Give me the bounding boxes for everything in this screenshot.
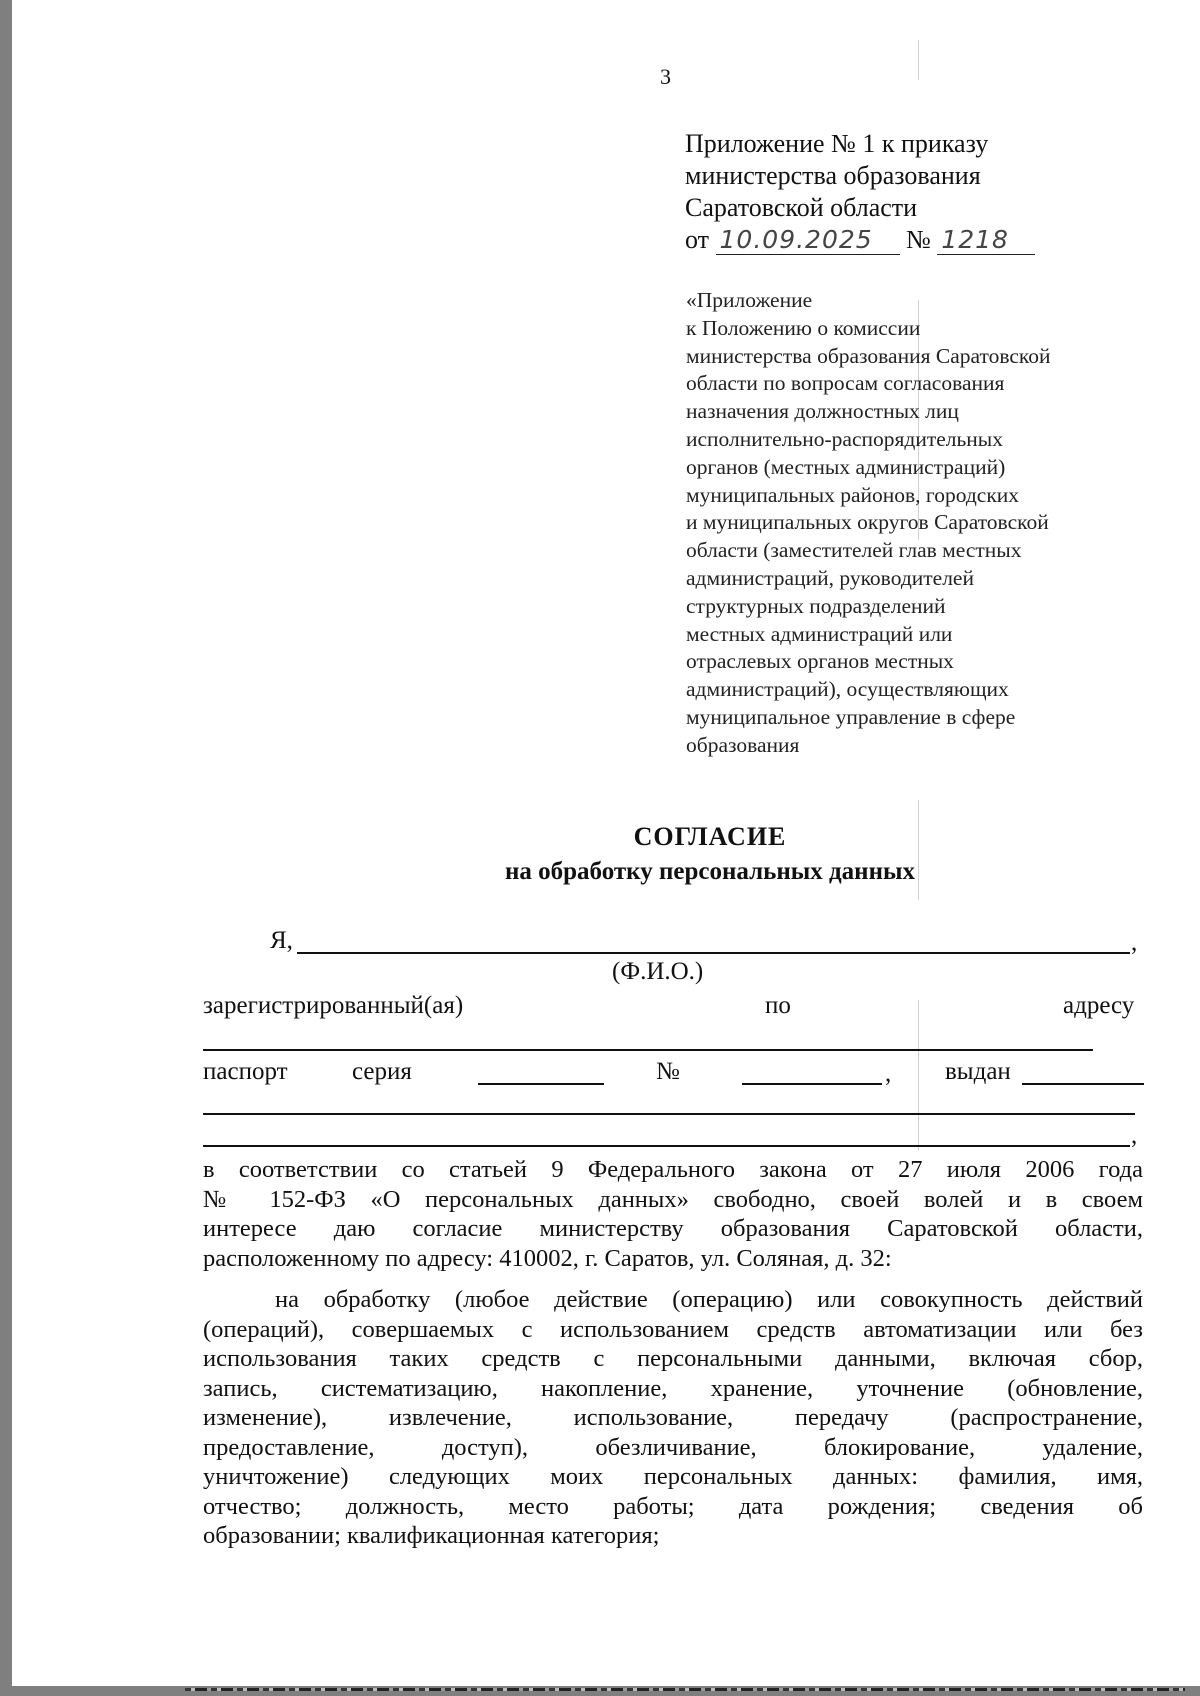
para2-line: образовании; квалификационная категория; xyxy=(203,1522,660,1549)
appendix2-line: администраций, руководителей xyxy=(686,565,974,590)
po-label: по xyxy=(765,992,791,1019)
appendix2-line: области (заместителей глав местных xyxy=(686,538,1022,563)
consent-paragraph-2 xyxy=(203,1285,1143,1551)
para1-line: № 152-ФЗ «О персональных данных» свободно, своей волей и в своем xyxy=(203,1185,1143,1213)
appendix2-line: администраций), осуществляющих xyxy=(686,677,1009,702)
appendix2-line: области по вопросам согласования xyxy=(686,371,1005,396)
series-label: серия xyxy=(352,1058,412,1085)
appendix2-line: образования xyxy=(686,732,800,757)
para1-line: в соответствии со статьей 9 Федерального закона от 27 июля 2006 года xyxy=(203,1156,1143,1183)
comma: , xyxy=(1131,929,1138,956)
comma: , xyxy=(885,1060,892,1087)
i-label: Я, xyxy=(270,927,293,954)
issued-field-line-2[interactable] xyxy=(203,1113,1135,1115)
para2-line: предоставление, доступ), обезличивание, блокирование, удаление, xyxy=(203,1433,1143,1461)
para1-line: расположенному по адресу: 410002, г. Саратов, ул. Соляная, д. 32: xyxy=(203,1244,892,1272)
document-subtitle: на обработку персональных данных xyxy=(505,858,915,885)
scan-artifact-line xyxy=(918,40,919,80)
para2-line: использования таких средств с персональными данными, включая сбор, xyxy=(203,1345,1143,1372)
appendix2-line: исполнительно-распорядительных xyxy=(686,426,1003,451)
appendix-line-1: Приложение № 1 к приказу xyxy=(685,129,989,158)
appendix2-line: структурных подразделений xyxy=(686,593,946,618)
para2-line: (операций), совершаемых с использованием средств автоматизации или без xyxy=(203,1315,1143,1343)
address-field-line[interactable] xyxy=(203,1049,1093,1051)
issued-field-line[interactable] xyxy=(1022,1083,1144,1085)
appendix-header xyxy=(685,128,1035,256)
para2-line: запись, систематизацию, накопление, хранение, уточнение (обновление, xyxy=(203,1374,1143,1402)
registered-label: зарегистрированный(ая) xyxy=(203,992,464,1019)
from-label: от xyxy=(685,225,710,254)
number-sign: № xyxy=(656,1058,680,1085)
para2-line: изменение), извлечение, использование, передачу (распространение, xyxy=(203,1404,1143,1431)
handwritten-number: 1218 xyxy=(937,226,1035,255)
appendix-to-regulation xyxy=(686,287,1051,760)
page-number: 3 xyxy=(660,64,671,89)
handwritten-date: 10.09.2025 xyxy=(716,226,900,255)
appendix2-line: «Приложение xyxy=(686,288,813,312)
appendix2-line: к Положению о комиссии xyxy=(686,315,921,340)
para2-line: уничтожение) следующих моих персональных данных: фамилия, имя, xyxy=(203,1463,1143,1490)
document-title: СОГЛАСИЕ xyxy=(633,822,787,851)
number-field-line[interactable] xyxy=(742,1083,882,1085)
address-label: адресу xyxy=(1063,992,1135,1019)
fio-hint: (Ф.И.О.) xyxy=(612,958,704,985)
appendix-line-2: министерства образования xyxy=(685,161,981,190)
appendix2-line: и муниципальных округов Саратовской xyxy=(686,510,1049,535)
appendix2-line: министерства образования Саратовской xyxy=(686,343,1051,368)
appendix-date-line xyxy=(685,224,1035,256)
appendix-line-3: Саратовской области xyxy=(685,193,918,222)
appendix2-line: муниципальных районов, городских xyxy=(686,482,1020,507)
appendix2-line: назначения должностных лиц xyxy=(686,399,959,424)
comma: , xyxy=(1131,1122,1138,1149)
number-label: № xyxy=(906,225,931,254)
scan-bottom-edge xyxy=(185,1688,1185,1691)
issued-field-line-3[interactable] xyxy=(203,1145,1130,1147)
series-field-line[interactable] xyxy=(478,1083,604,1085)
para2-line: отчество; должность, место работы; дата рождения; сведения об xyxy=(203,1492,1143,1520)
passport-label: паспорт xyxy=(203,1058,288,1085)
scan-artifact-line xyxy=(918,1000,919,1150)
appendix2-line: муниципальное управление в сфере xyxy=(686,704,1016,729)
para2-line: на обработку (любое действие (операцию) или совокупность действий xyxy=(275,1286,1143,1313)
appendix2-line: органов (местных администраций) xyxy=(686,454,1006,479)
appendix2-line: отраслевых органов местных xyxy=(686,649,954,674)
para1-line: интересе даю согласие министерству образования Саратовской области, xyxy=(203,1215,1143,1242)
fio-field-line[interactable] xyxy=(297,952,1130,954)
consent-paragraph-1 xyxy=(203,1155,1143,1273)
appendix2-line: местных администраций или xyxy=(686,621,953,646)
issued-label: выдан xyxy=(945,1058,1011,1085)
